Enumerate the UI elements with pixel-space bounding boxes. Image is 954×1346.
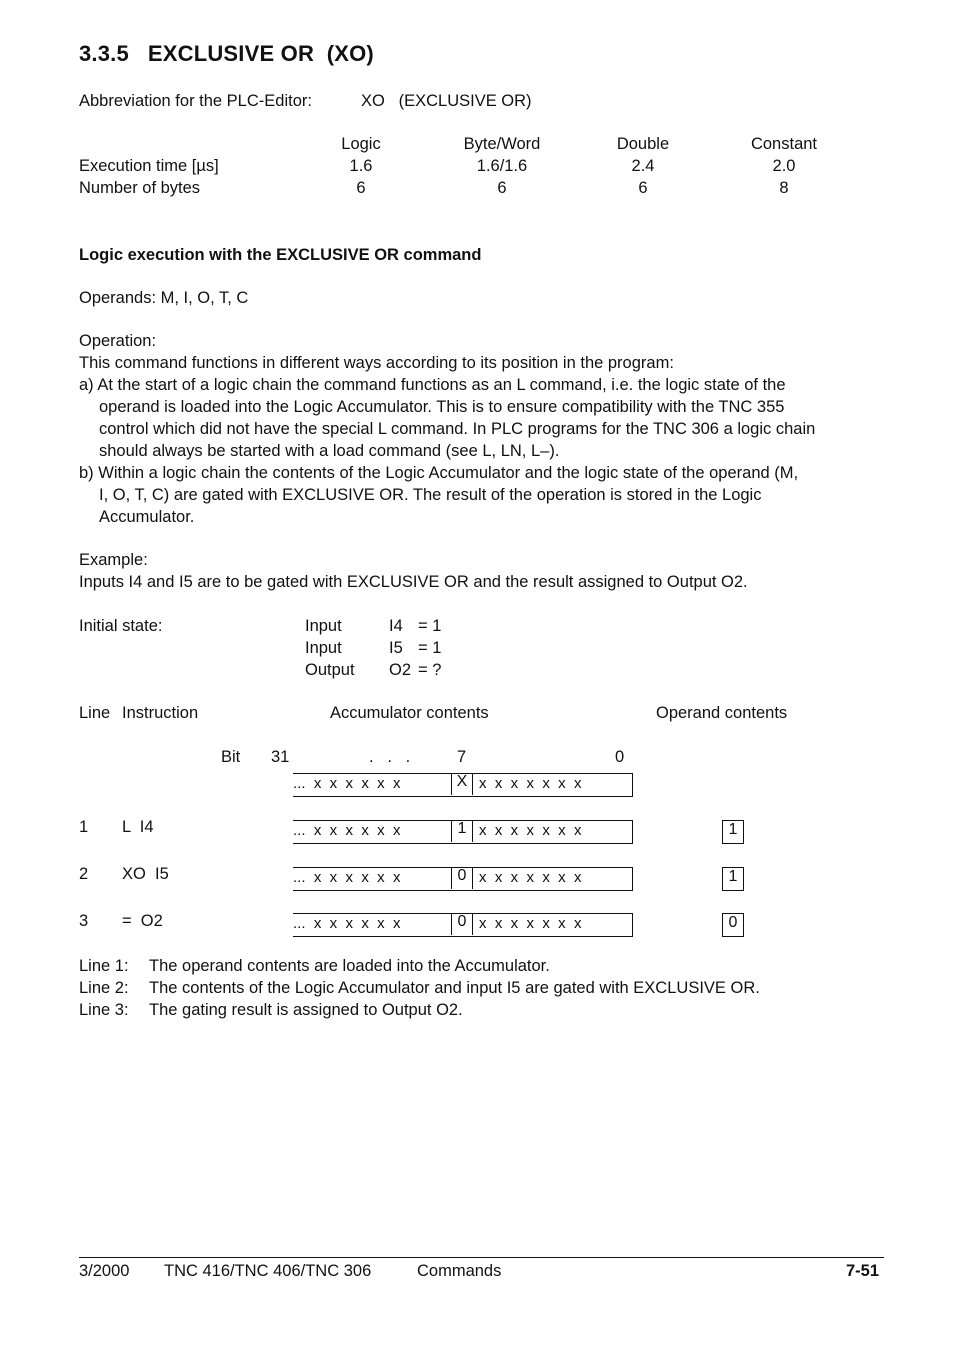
footer-rule [79,1257,884,1258]
register-bits-upper: ... x x x x x x [293,822,401,839]
section-number: 3.3.5 [79,41,129,66]
header-instruction: Instruction [122,704,199,722]
item-a-line: a) At the start of a logic chain the command functions as an L command, i.e. the logic state of the [79,376,786,394]
bit-label: Bit [221,748,241,766]
item-a-line: operand is loaded into the Logic Accumulator. This is to ensure compatibility with the TNC 355 [99,398,785,416]
item-b-line: b) Within a logic chain the contents of the Logic Accumulator and the logic state of the operand (M, [79,464,799,482]
register-bits-lower: x x x x x x x [479,915,582,932]
accumulator-register-header [293,773,633,797]
register-bits-lower: x x x x x x x [479,775,582,792]
state-kind: Input [305,617,342,635]
table-cell: 1.6/1.6 [476,157,528,175]
explanation-text: The contents of the Logic Accumulator and input I5 are gated with EXCLUSIVE OR. [149,979,760,997]
state-name: I5 [389,639,403,657]
section-title: EXCLUSIVE OR (XO) [147,41,374,66]
state-kind: Output [305,661,355,679]
section-heading [79,41,374,67]
step-line-number: 1 [79,818,89,836]
table-cell: 6 [497,179,507,197]
accumulator-register [293,913,633,937]
page-number: 7-51 [845,1262,879,1280]
table-cell: 1.6 [349,157,373,175]
register-bit-7: X [451,773,473,795]
register-bits-lower: x x x x x x x [479,822,582,839]
item-a-line: control which did not have the special L command. In PLC programs for the TNC 306 a logic chain [99,420,816,438]
footer-date: 3/2000 [79,1262,130,1280]
bit-dots: . . . [369,748,411,766]
step-instruction: XO I5 [122,865,169,883]
register-bit-7: 0 [451,867,473,889]
state-kind: Input [305,639,342,657]
state-value: = 1 [418,639,442,657]
register-bits-lower: x x x x x x x [479,869,582,886]
step-instruction: L I4 [122,818,154,836]
subsection-title: Logic execution with the EXCLUSIVE OR command [79,246,482,264]
state-name: I4 [389,617,403,635]
step-line-number: 2 [79,865,89,883]
operation-intro: This command functions in different ways according to its position in the program: [79,354,674,372]
example-label: Example: [79,551,148,569]
explanation-label: Line 1: [79,957,129,975]
register-bit-7: 1 [451,820,473,842]
item-b-line: Accumulator. [99,508,195,526]
operand-box: 1 [722,867,744,891]
operand-box: 0 [722,913,744,937]
operand-box: 1 [722,820,744,844]
explanation-label: Line 2: [79,979,129,997]
operation-label: Operation: [79,332,157,350]
column-header: Byte/Word [463,135,541,153]
initial-state-label: Initial state: [79,617,163,635]
row-label: Execution time [µs] [79,157,219,175]
step-line-number: 3 [79,912,89,930]
explanation-text: The gating result is assigned to Output O2. [149,1001,463,1019]
row-label: Number of bytes [79,179,201,197]
state-value: = ? [418,661,442,679]
abbreviation-label: Abbreviation for the PLC-Editor: [79,92,312,110]
accumulator-register [293,820,633,844]
bit-7-label: 7 [457,748,467,766]
table-cell: 6 [356,179,366,197]
register-bits-upper: ... x x x x x x [293,915,401,932]
table-cell: 8 [779,179,789,197]
explanation-label: Line 3: [79,1001,129,1019]
item-a-line: should always be started with a load command (see L, LN, L–). [99,442,560,460]
footer-product: TNC 416/TNC 406/TNC 306 [164,1262,372,1280]
explanation-text: The operand contents are loaded into the Accumulator. [149,957,550,975]
state-value: = 1 [418,617,442,635]
table-cell: 6 [638,179,648,197]
column-header: Constant [750,135,818,153]
footer-chapter: Commands [417,1262,502,1280]
header-operand: Operand contents [656,704,788,722]
accumulator-register [293,867,633,891]
abbreviation-value: XO (EXCLUSIVE OR) [361,92,532,110]
bit-0-label: 0 [615,748,625,766]
table-cell: 2.0 [772,157,796,175]
column-header: Logic [341,135,381,153]
step-instruction: = O2 [122,912,163,930]
bit-31-label: 31 [271,748,290,766]
header-line: Line [79,704,111,722]
example-text: Inputs I4 and I5 are to be gated with EXCLUSIVE OR and the result assigned to Output O2. [79,573,748,591]
register-bits-upper: ... x x x x x x [293,775,401,792]
state-name: O2 [389,661,412,679]
header-accumulator: Accumulator contents [330,704,489,722]
table-cell: 2.4 [631,157,655,175]
item-b-line: I, O, T, C) are gated with EXCLUSIVE OR. The result of the operation is stored in the Logic [99,486,762,504]
operands-text: Operands: M, I, O, T, C [79,289,249,307]
register-bits-upper: ... x x x x x x [293,869,401,886]
register-bit-7: 0 [451,913,473,935]
column-header: Double [616,135,670,153]
